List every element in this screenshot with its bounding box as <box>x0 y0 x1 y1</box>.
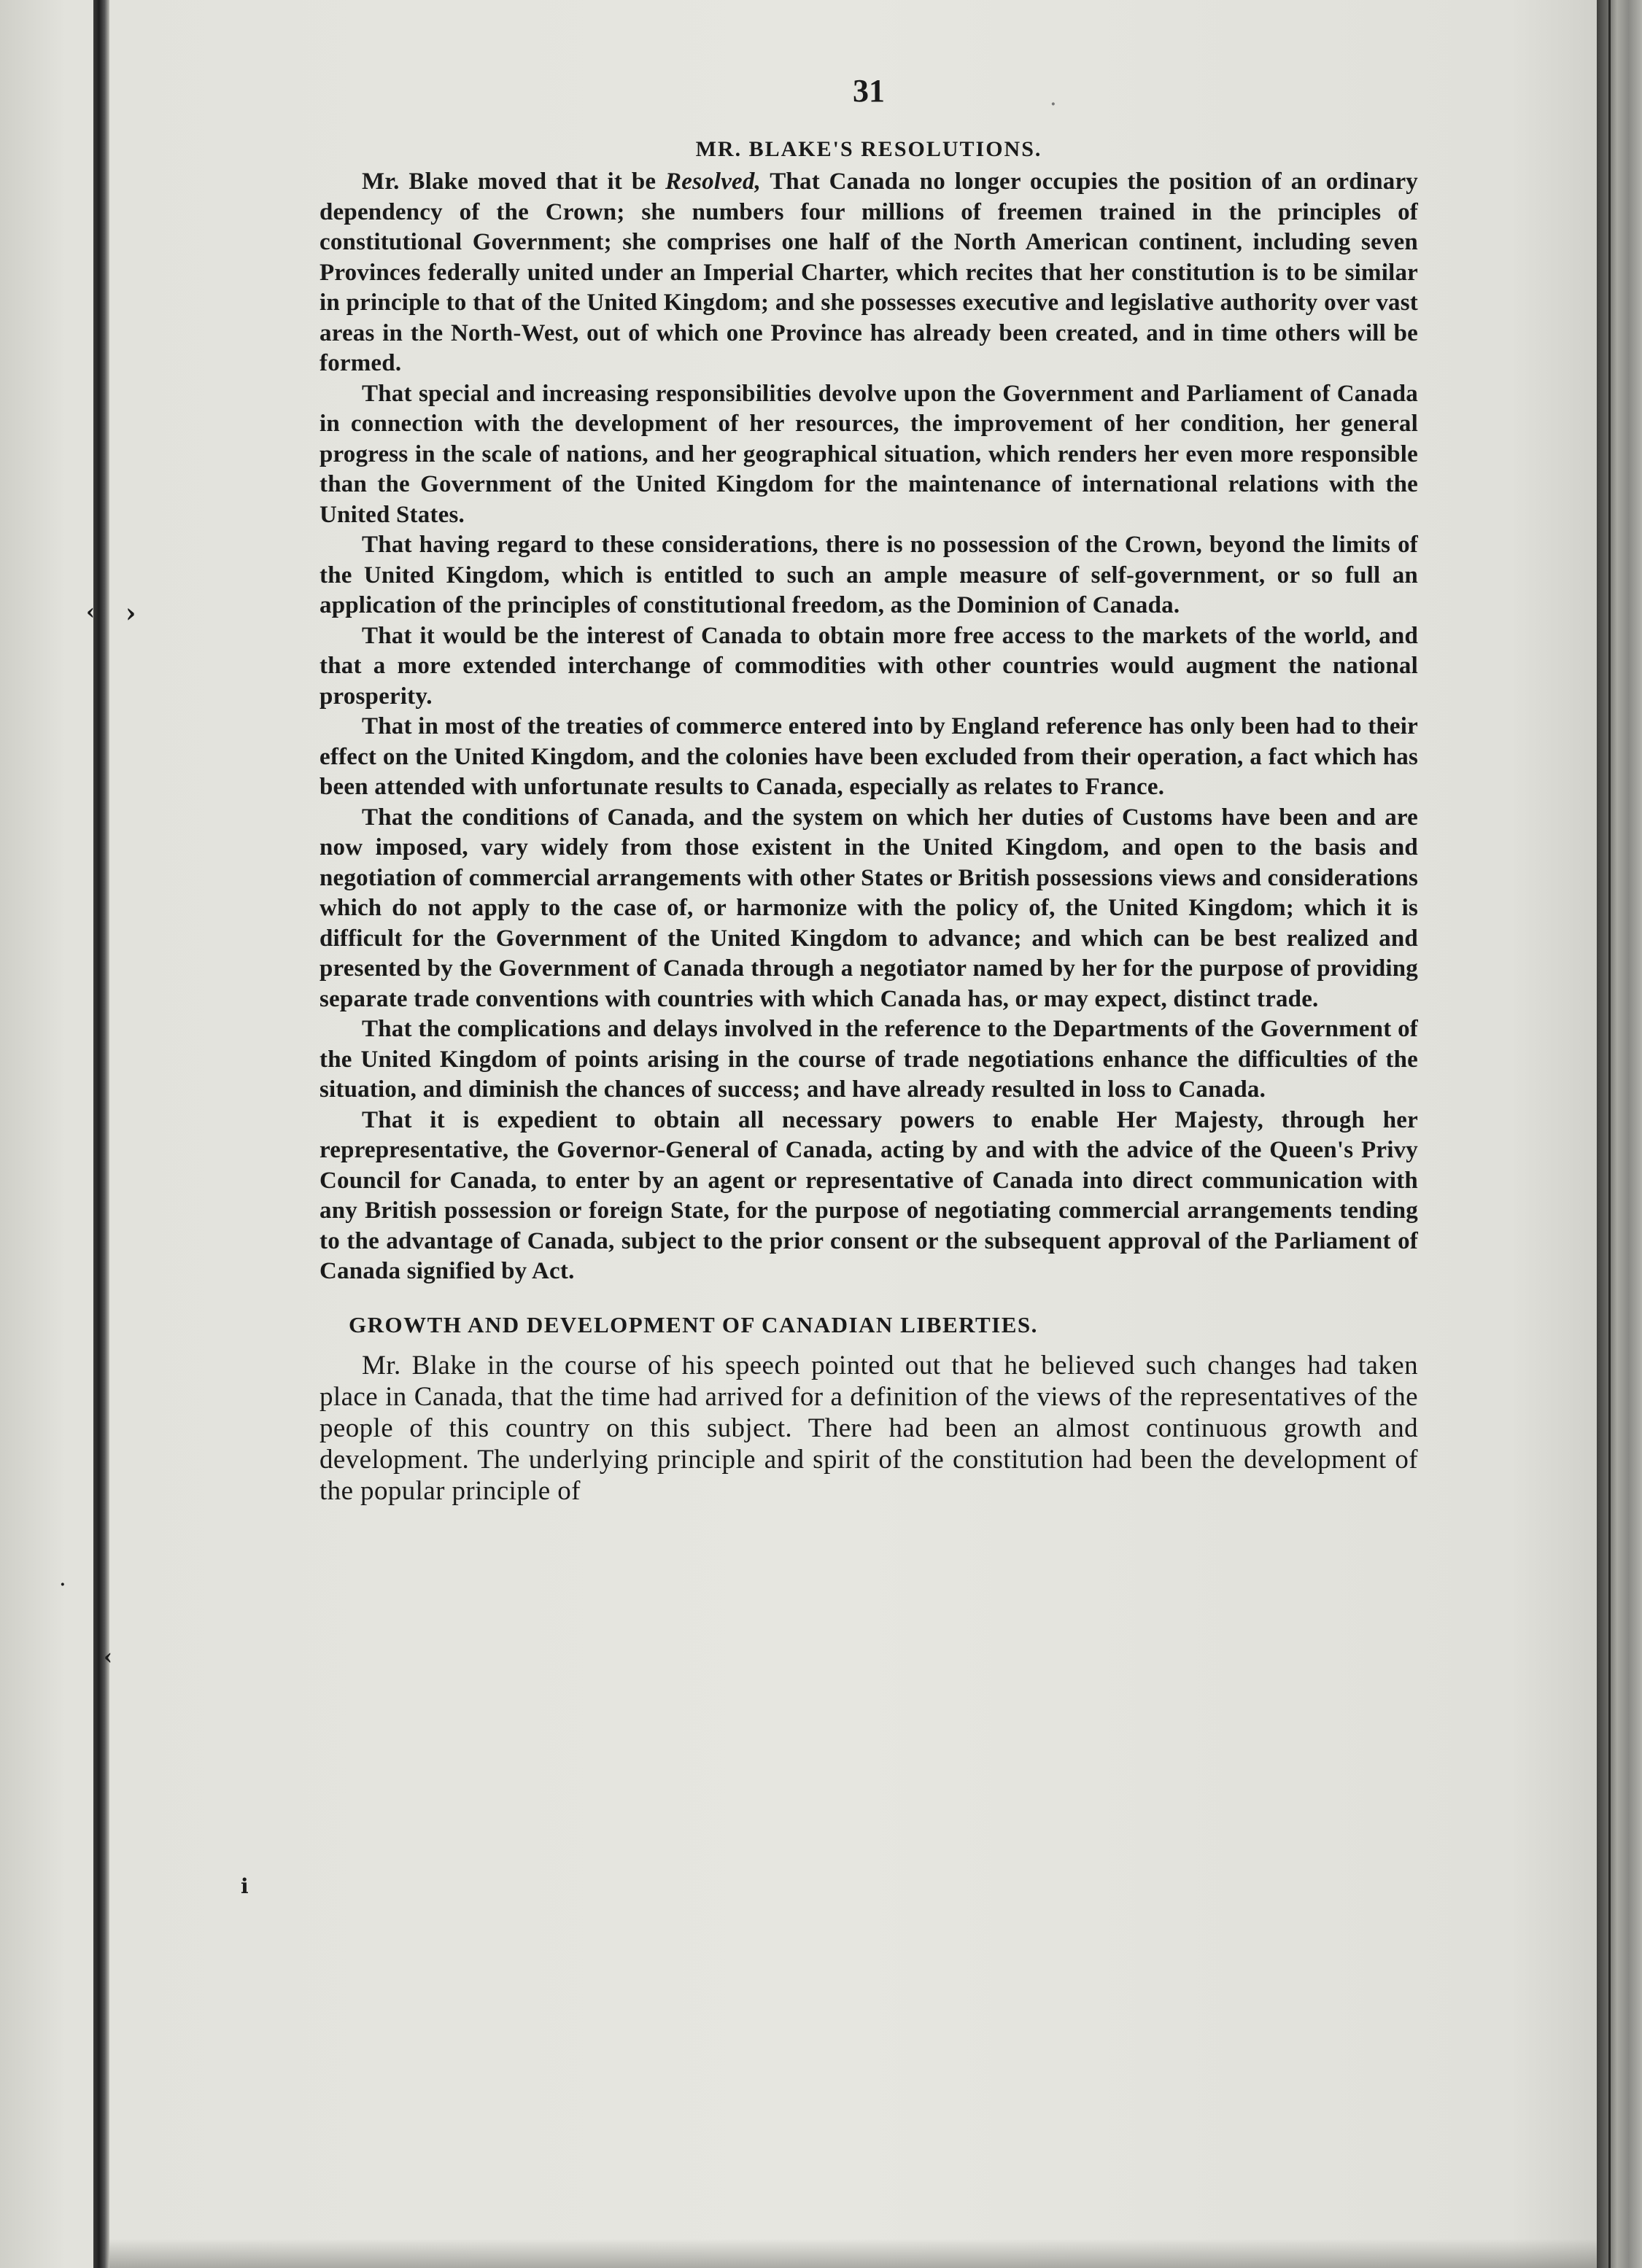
page-content <box>320 69 1418 1507</box>
resolution-paragraph: That the complications and delays involved in the reference to the Departments of the Government of the United Kingdom of points arising in the course of trade negotiations enhance the difficulties of the situation, and diminish the chances of success; and have already resulted in loss to Canada. <box>320 1016 1418 1103</box>
resolution-paragraph: That having regard to these considerations, there is no possession of the Crown, beyond the limits of the United Kingdom, which is entitled to such an ample measure of self-government, or so full an application of the principles of constitutional freedom, as the Dominion of Canada. <box>320 532 1418 618</box>
section-heading-liberties: GROWTH AND DEVELOPMENT OF CANADIAN LIBERTIES. <box>349 1311 1038 1337</box>
page-number: 31 <box>853 73 885 109</box>
resolution-paragraph <box>320 167 1418 379</box>
resolution-paragraph: That the conditions of Canada, and the system on which her duties of Customs have been and are now imposed, vary widely from those existent in the United Kingdom, and open to the basis and negotiation of commercial arrangements with other States or British possessions views and considerations which do not apply to the case of, or harmonize with the policy of, the United Kingdom; which it is difficult for the Government of the United Kingdom to advance; and which can be best realized and presented by the Government of Canada through a negotiator named by her for the purpose of providing separate trade conventions with countries with which Canada has, or may expect, distinct trade. <box>320 804 1418 1012</box>
resolution-paragraph: That it is expedient to obtain all necessary powers to enable Her Majesty, through her reprepresentative, the Governor-General of Canada, acting by and with the advice of the Queen's Privy Council for Canada, to enter by an agent or representative of Canada into direct communication with any British possession or foreign State, for the purpose of negotiating commercial arrangements tending to the advantage of Canada, subject to the prior consent or the subsequent approval of the Parliament of Canada signified by Act. <box>320 1106 1418 1284</box>
margin-specks-left: ‹ <box>86 599 95 625</box>
emphasis-text: Resolved, <box>665 168 762 195</box>
resolution-paragraph: That special and increasing responsibilities devolve upon the Government and Parliament of Canada in connection with the development of her resources, the improvement of her condition, her general progress in the scale of nations, and her geographical situation, which renders her even more responsible than the Government of the United Kingdom for the maintenance of international relations with the United States. <box>320 380 1418 528</box>
margin-specks-left: ‹ <box>104 1644 112 1670</box>
margin-speck: і <box>241 1874 249 1898</box>
book-binding-edge <box>93 0 109 2268</box>
page-stack-edge <box>1597 0 1642 2268</box>
paragraph-text: That Canada no longer occupies the position of an ordinary dependency of the Crown; she numbers four millions of freemen trained in the principles of constitutional Government; she comprises one half of the North American continent, including seven Provinces federally united under an Imperial Charter, which recites that her constitution is to be similar in principle to that of the United Kingdom; and she possesses executive and legislative authority over vast areas in the North-West, out of which one Province has already been created, and in time others will be formed. <box>320 168 1418 376</box>
paragraph-text: Mr. Blake moved that it be <box>362 168 666 195</box>
margin-speck: · <box>1050 95 1056 114</box>
resolution-paragraph: That it would be the interest of Canada to obtain more free access to the markets of the world, and that a more extended interchange of commodities with other countries would augment the national prosperity. <box>320 622 1418 710</box>
page-bottom-shadow <box>109 2239 1597 2268</box>
page-edge-line <box>1608 0 1611 2268</box>
resolution-paragraph: That in most of the treaties of commerce entered into by England reference has only been had to their effect on the United Kingdom, and the colonies have been excluded from their operation, a fact which has been attended with unfortunate results to Canada, especially as relates to France. <box>320 713 1418 800</box>
margin-specks-left: › <box>125 598 136 629</box>
speech-paragraph: Mr. Blake in the course of his speech pointed out that he believed such changes had taken place in Canada, that the time had arrived for a definition of the views of the representatives of the people of this country on this subject. There had been an almost continuous growth and development. The underlying principle and spirit of the constitution had been the development of the popular principle of <box>320 1350 1418 1506</box>
margin-speck: · <box>60 1575 66 1594</box>
section-heading-resolutions: MR. BLAKE'S RESOLUTIONS. <box>695 137 1042 161</box>
